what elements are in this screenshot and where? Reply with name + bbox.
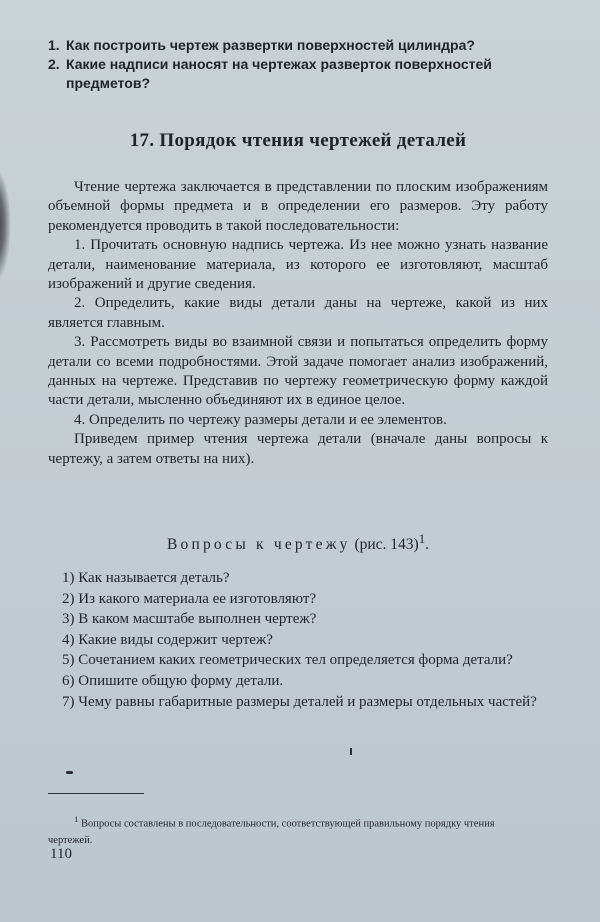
list-item: 7) Чему равны габаритные размеры деталей и размеры отдельных частей? <box>62 693 537 710</box>
paragraph: Приведем пример чтения чертежа детали (вначале даны вопросы к чертежу, а затем ответы на них). <box>48 431 548 467</box>
footnote-rule <box>48 793 144 794</box>
review-questions <box>48 36 548 93</box>
footnote <box>48 811 528 849</box>
list-item: 2) Из какого материала ее изготовляют? <box>62 590 317 607</box>
question-number: 1. <box>48 37 60 53</box>
page-number: 110 <box>50 846 72 862</box>
question-number: 2. <box>48 56 60 72</box>
question-text: Как построить чертеж развертки поверхностей цилиндра? <box>66 37 475 53</box>
paragraph: Чтение чертежа заключается в представлении по плоским изображениям объемной формы предмета и в определении его размеров. Эту работу рекомендуется проводить в такой последовательности: <box>48 179 548 234</box>
page-edge-shadow <box>0 170 10 280</box>
paragraph: 4. Определить по чертежу размеры детали и ее элементов. <box>74 411 447 428</box>
subheading-end: . <box>425 536 430 554</box>
subheading-spaced: Вопросы к чертежу <box>166 536 351 554</box>
footnote-mark: 1 <box>74 814 79 824</box>
review-question <box>48 36 548 55</box>
paragraph: 3. Рассмотреть виды во взаимной связи и попытаться определить форму детали со всеми подробностями. Этой задаче помогает анализ изображений, данных на чертеже. Представив по чертежу геометрическую форму каждой части детали, мысленно объединяют их в единое целое. <box>48 334 548 409</box>
list-item: 4) Какие виды содержит чертеж? <box>62 631 273 648</box>
paragraph: 1. Прочитать основную надпись чертежа. Из нее можно узнать название детали, наименование материала, из которого ее изготовляют, масштаб изображений и другие сведения. <box>48 237 548 293</box>
list-item: 3) В каком масштабе выполнен чертеж? <box>62 611 317 628</box>
body-text <box>48 178 548 469</box>
section-title: 17. Порядок чтения чертежей деталей <box>129 130 467 151</box>
drawing-questions <box>48 568 548 712</box>
question-text: Какие надписи наносят на чертежах разверток поверхностей предметов? <box>66 56 492 91</box>
subheading <box>48 531 548 554</box>
footnote-text: Вопросы составлены в последовательности, соответствующей правильному порядку чтения чертежей. <box>48 818 495 846</box>
list-item: 1) Как называется деталь? <box>62 570 230 586</box>
print-speck <box>350 748 352 755</box>
subheading-ref: (рис. 143) <box>350 536 419 554</box>
review-question <box>48 55 548 93</box>
list-item: 6) Опишите общую форму детали. <box>62 672 284 689</box>
footnote-marker: 1 <box>418 531 426 546</box>
paragraph: 2. Определить, какие виды детали даны на чертеже, какой из них является главным. <box>48 295 548 331</box>
print-speck <box>66 771 73 774</box>
list-item: 5) Сочетанием каких геометрических тел определяется форма детали? <box>62 652 513 669</box>
